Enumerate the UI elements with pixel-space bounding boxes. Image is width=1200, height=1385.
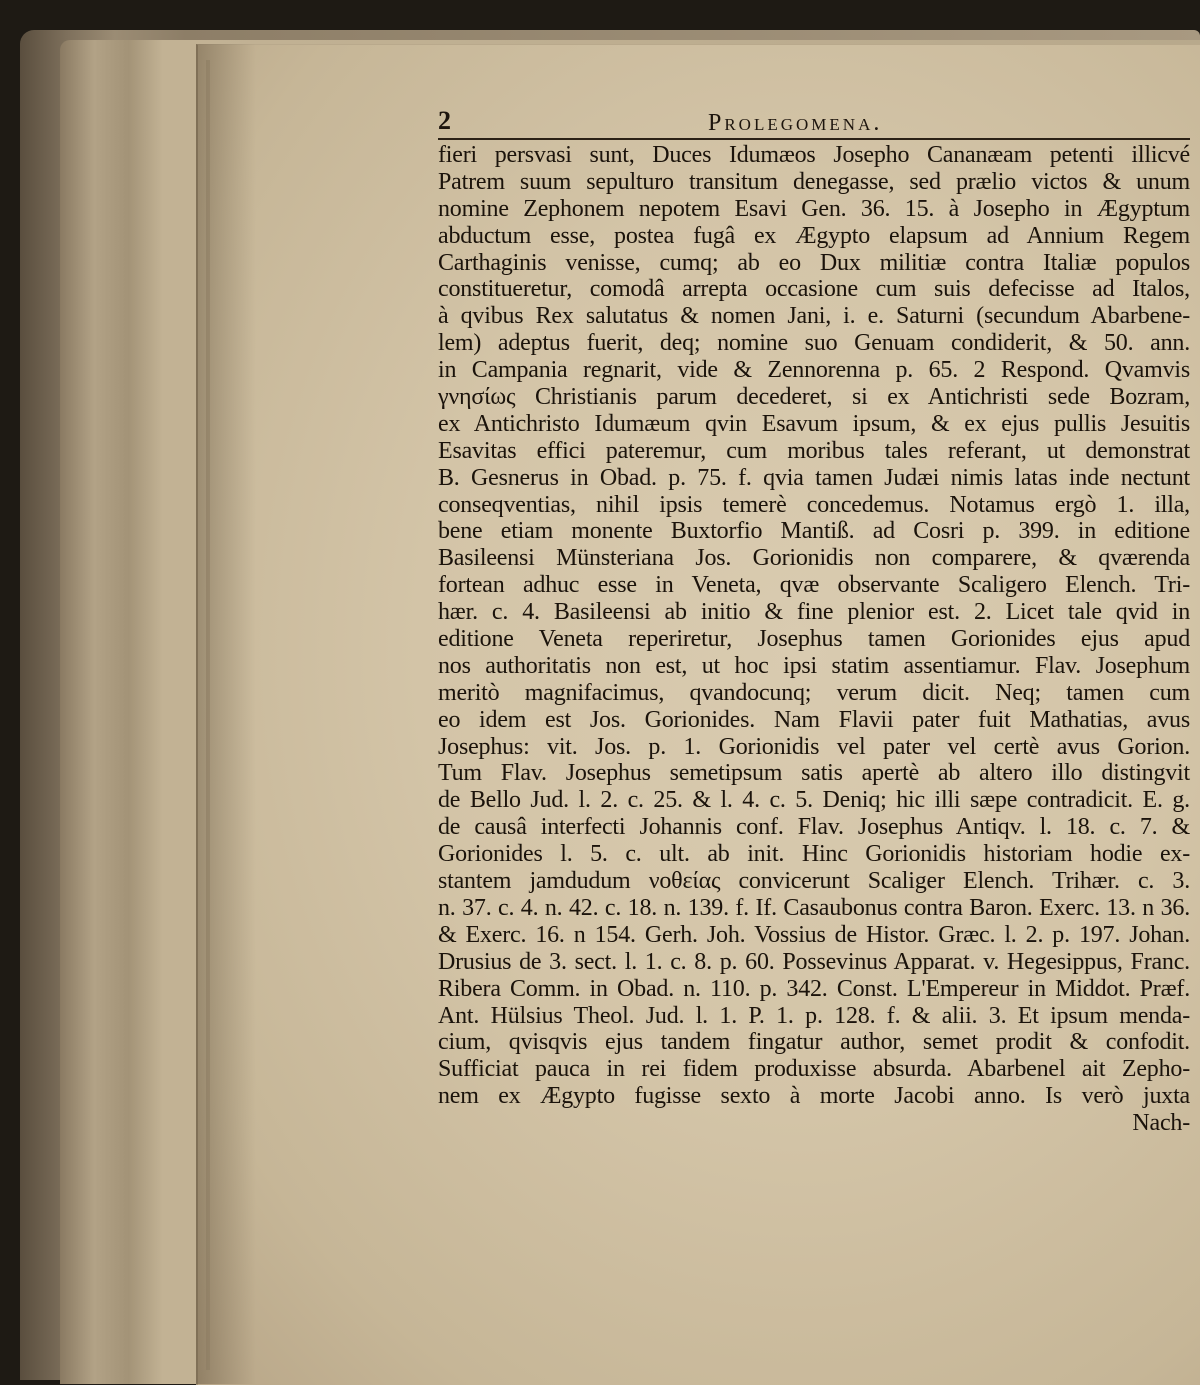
text-line: n. 37. c. 4. n. 42. c. 18. n. 139. f. If. Casaubonus contra Baron. Exerc. 13. n 36. bbox=[438, 894, 1190, 921]
page-header bbox=[438, 106, 1186, 140]
text-line: Carthaginis venisse, cumq; ab eo Dux militiæ contra Italiæ populos bbox=[438, 249, 1190, 276]
text-line: Ribera Comm. in Obad. n. 110. p. 342. Const. L'Empereur in Middot. Præf. bbox=[438, 975, 1190, 1002]
gutter-shadow bbox=[196, 44, 256, 1384]
text-line: de Bello Jud. l. 2. c. 25. & l. 4. c. 5. Deniq; hic illi sæpe contradicit. E. g. bbox=[438, 787, 1190, 814]
text-line: fieri persvasi sunt, Duces Idumæos Josepho Cananæam petenti illicvé bbox=[438, 142, 1190, 168]
text-line: Josephus: vit. Jos. p. 1. Gorionidis vel pater vel certè avus Gorion. bbox=[438, 733, 1190, 760]
text-line: in Campania regnarit, vide & Zennorenna p. 65. 2 Respond. Qvamvis bbox=[438, 357, 1190, 384]
text-line: Esavitas effici pateremur, cum moribus tales referant, ut demonstrat bbox=[438, 437, 1190, 464]
text-line: conseqventias, nihil ipsis temerè concedemus. Notamus ergò 1. illa, bbox=[438, 491, 1190, 518]
text-line: stantem jamdudum νοθείας convicerunt Scaliger Elench. Trihær. c. 3. bbox=[438, 868, 1190, 895]
text-line: lem) adeptus fuerit, deq; nomine suo Genuam condiderit, & 50. ann. bbox=[438, 330, 1190, 357]
text-line: Drusius de 3. sect. l. 1. c. 8. p. 60. Possevinus Apparat. v. Hegesippus, Franc. bbox=[438, 948, 1190, 975]
text-line: B. Gesnerus in Obad. p. 75. f. qvia tamen Judæi nimis latas inde nectunt bbox=[438, 464, 1190, 491]
text-line: hær. c. 4. Basileensi ab initio & fine plenior est. 2. Licet tale qvid in bbox=[438, 599, 1190, 626]
body-text bbox=[438, 142, 1190, 1137]
text-line: à qvibus Rex salutatus & nomen Jani, i. e. Saturni (secundum Abarbene- bbox=[438, 303, 1190, 330]
text-line: meritò magnifacimus, qvandocunq; verum dicit. Neq; tamen cum bbox=[438, 679, 1190, 706]
text-line: Gorionides l. 5. c. ult. ab init. Hinc Gorionidis historiam hodie ex- bbox=[438, 841, 1190, 868]
text-line: abductum esse, postea fugâ ex Ægypto elapsum ad Annium Regem bbox=[438, 222, 1190, 249]
catchword: Nach- bbox=[1132, 1110, 1190, 1137]
text-line: cium, qvisqvis ejus tandem fingatur author, semet prodit & confodit. bbox=[438, 1029, 1190, 1056]
page-number: 2 bbox=[438, 106, 451, 135]
text-line: fortean adhuc esse in Veneta, qvæ observante Scaligero Elench. Tri- bbox=[438, 572, 1190, 599]
text-line: nomine Zephonem nepotem Esavi Gen. 36. 15. à Josepho in Ægyptum bbox=[438, 195, 1190, 222]
text-line: nem ex Ægypto fugisse sexto à morte Jacobi anno. Is verò juxta bbox=[438, 1083, 1190, 1110]
text-line: de causâ interfecti Johannis conf. Flav. Josephus Antiqv. l. 18. c. 7. & bbox=[438, 814, 1190, 841]
text-line: nos authoritatis non est, ut hoc ipsi statim assentiamur. Flav. Josephum bbox=[438, 652, 1190, 679]
text-line: constitueretur, comodâ arrepta occasione cum suis defecisse ad Italos, bbox=[438, 276, 1190, 303]
header-rule bbox=[438, 138, 1190, 140]
text-line: eo idem est Jos. Gorionides. Nam Flavii pater fuit Mathatias, avus bbox=[438, 706, 1190, 733]
text-line: Basileensi Münsteriana Jos. Gorionidis non comparere, & qværenda bbox=[438, 545, 1190, 572]
text-line: Sufficiat pauca in rei fidem produxisse absurda. Abarbenel ait Zepho- bbox=[438, 1056, 1190, 1083]
text-line: ex Antichristo Idumæum qvin Esavum ipsum, & ex ejus pullis Jesuitis bbox=[438, 410, 1190, 437]
running-title: Prolegomena. bbox=[708, 110, 883, 136]
text-line: Tum Flav. Josephus semetipsum satis apertè ab altero illo distingvit bbox=[438, 760, 1190, 787]
text-line: & Exerc. 16. n 154. Gerh. Joh. Vossius de Histor. Græc. l. 2. p. 197. Johan. bbox=[438, 921, 1190, 948]
text-line: editione Veneta reperiretur, Josephus tamen Gorionides ejus apud bbox=[438, 626, 1190, 653]
text-line: Patrem suum sepulturo transitum denegasse, sed prælio victos & unum bbox=[438, 168, 1190, 195]
text-line: γνησίως Christianis parum decederet, si ex Antichristi sede Bozram, bbox=[438, 384, 1190, 411]
text-line: Ant. Hülsius Theol. Jud. l. 1. P. 1. p. 128. f. & alii. 3. Et ipsum menda- bbox=[438, 1002, 1190, 1029]
text-line: bene etiam monente Buxtorfio Mantiß. ad Cosri p. 399. in editione bbox=[438, 518, 1190, 545]
